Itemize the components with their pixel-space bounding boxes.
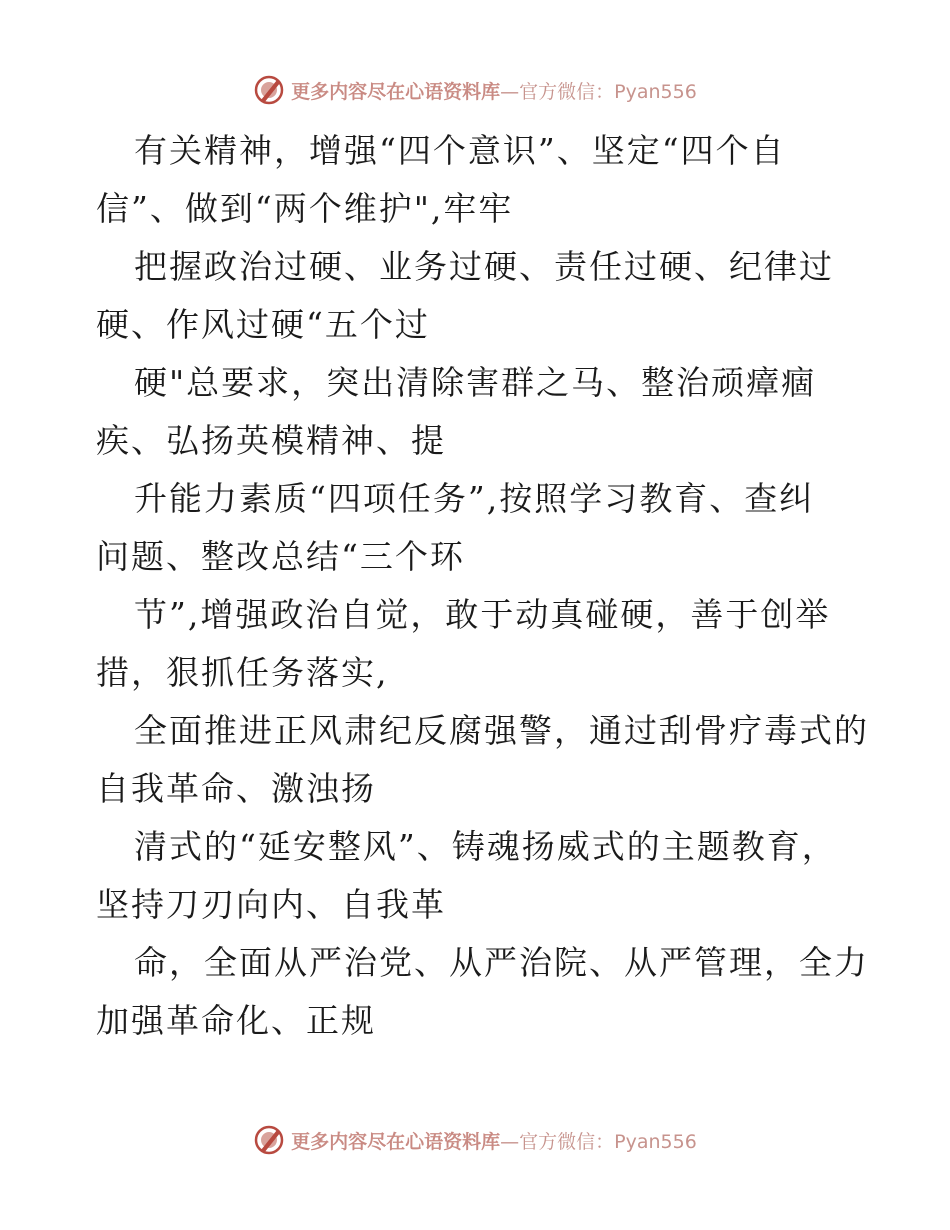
text-line: 自我革命、激浊扬 (96, 769, 376, 808)
footer-site-name: 更多内容尽在心语资料库 (291, 1130, 501, 1153)
text-line: 坚持刀刃向内、自我革 (96, 885, 446, 924)
footer-wechat: 官方微信：Pyan556 (519, 1130, 697, 1153)
text-line: 节”,增强政治自觉，敢于动真碰硬，善于创举 (134, 595, 831, 634)
header-wechat: 官方微信：Pyan556 (519, 80, 697, 103)
header-site-name: 更多内容尽在心语资料库 (291, 80, 501, 103)
text-line: 硬"总要求，突出清除害群之马、整治顽瘴痼 (134, 363, 817, 402)
text-line: 清式的“延安整风”、铸魂扬威式的主题教育， (134, 827, 837, 866)
text-line: 加强革命化、正规 (96, 1001, 376, 1040)
footer-text (291, 1127, 697, 1154)
header-text (291, 77, 697, 104)
text-line: 命，全面从严治党、从严治院、从严管理，全力 (134, 943, 869, 982)
text-line: 措，狠抓任务落实, (96, 653, 389, 692)
text-line: 全面推进正风肃纪反腐强警，通过刮骨疗毒式的 (134, 711, 869, 750)
footer-banner (0, 1120, 950, 1160)
pen-circle-icon (253, 74, 285, 106)
text-line: 问题、整改总结“三个环 (96, 537, 465, 576)
text-line: 疾、弘扬英模精神、提 (96, 421, 446, 460)
header-banner (0, 70, 950, 110)
text-line: 有关精神，增强“四个意识”、坚定“四个自 (134, 131, 786, 170)
text-line: 硬、作风过硬“五个过 (96, 305, 430, 344)
text-line: 把握政治过硬、业务过硬、责任过硬、纪律过 (134, 247, 834, 286)
text-line: 信”、做到“两个维护",牢牢 (96, 189, 514, 228)
document-body (96, 122, 869, 1050)
pen-circle-icon (253, 1124, 285, 1156)
footer-separator: — (500, 1130, 520, 1153)
text-line: 升能力素质“四项任务”,按照学习教育、查纠 (134, 479, 815, 518)
header-separator: — (500, 80, 520, 103)
